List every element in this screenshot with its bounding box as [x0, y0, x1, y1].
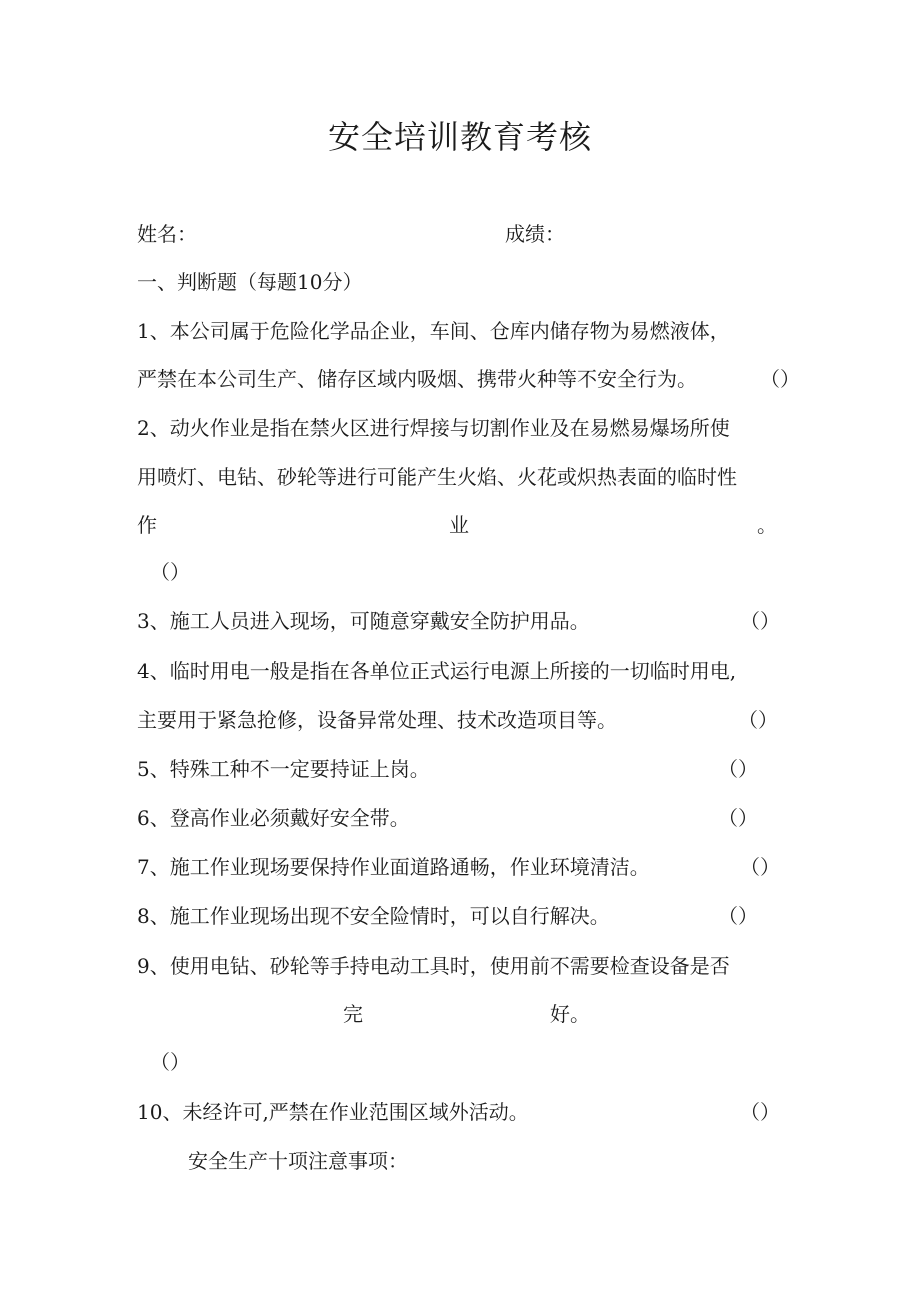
section-heading: 一、判断题（每题10分）: [137, 270, 363, 294]
page-title: 安全培训教育考核: [327, 118, 592, 156]
question-5: 5、特殊工种不一定要持证上岗。: [137, 757, 430, 781]
question-7: 7、施工作业现场要保持作业面道路通畅，作业环境清洁。: [137, 855, 650, 879]
question-8: 8、施工作业现场出现不安全险情时，可以自行解决。: [137, 904, 610, 928]
question-1-line-1: 1、本公司属于危险化学品企业，车间、仓库内储存物为易燃液体，: [137, 319, 730, 343]
question-2-word-1: 作: [137, 513, 157, 537]
question-9-word-1: 完: [343, 1002, 363, 1026]
question-2-word-2: 业: [449, 513, 469, 537]
question-5-answer-blank: （）: [718, 757, 758, 781]
name-label: 姓名：: [137, 222, 197, 246]
question-4-answer-blank: （）: [738, 708, 778, 732]
question-2-answer-blank: （）: [150, 560, 190, 584]
question-3: 3、施工人员进入现场，可随意穿戴安全防护用品。: [137, 609, 590, 633]
safety-notice-heading: 安全生产十项注意事项：: [188, 1149, 408, 1173]
question-10-answer-blank: （）: [740, 1100, 780, 1124]
question-2-line-2: 用喷灯、电钻、砂轮等进行可能产生火焰、火花或炽热表面的临时性: [137, 465, 737, 489]
question-9-word-2: 好。: [550, 1002, 590, 1026]
question-7-answer-blank: （）: [740, 855, 780, 879]
question-3-answer-blank: （）: [740, 609, 780, 633]
question-10: 10、未经许可,严禁在作业范围区域外活动。: [137, 1100, 529, 1124]
question-1-answer-blank: （）: [760, 367, 800, 391]
question-2-line-1: 2、动火作业是指在禁火区进行焊接与切割作业及在易燃易爆场所使: [137, 416, 730, 440]
question-1-line-2: 严禁在本公司生产、储存区域内吸烟、携带火种等不安全行为。: [137, 367, 697, 391]
question-6-answer-blank: （）: [718, 806, 758, 830]
question-4-line-2: 主要用于紧急抢修，设备异常处理、技术改造项目等。: [137, 708, 617, 732]
question-6: 6、登高作业必须戴好安全带。: [137, 806, 410, 830]
score-label: 成绩：: [505, 222, 565, 246]
question-2-word-3: 。: [757, 513, 777, 537]
question-9-answer-blank: （）: [150, 1050, 190, 1074]
question-4-line-1: 4、临时用电一般是指在各单位正式运行电源上所接的一切临时用电,: [137, 659, 737, 683]
question-8-answer-blank: （）: [718, 904, 758, 928]
question-9-line-1: 9、使用电钻、砂轮等手持电动工具时，使用前不需要检查设备是否: [137, 954, 730, 978]
